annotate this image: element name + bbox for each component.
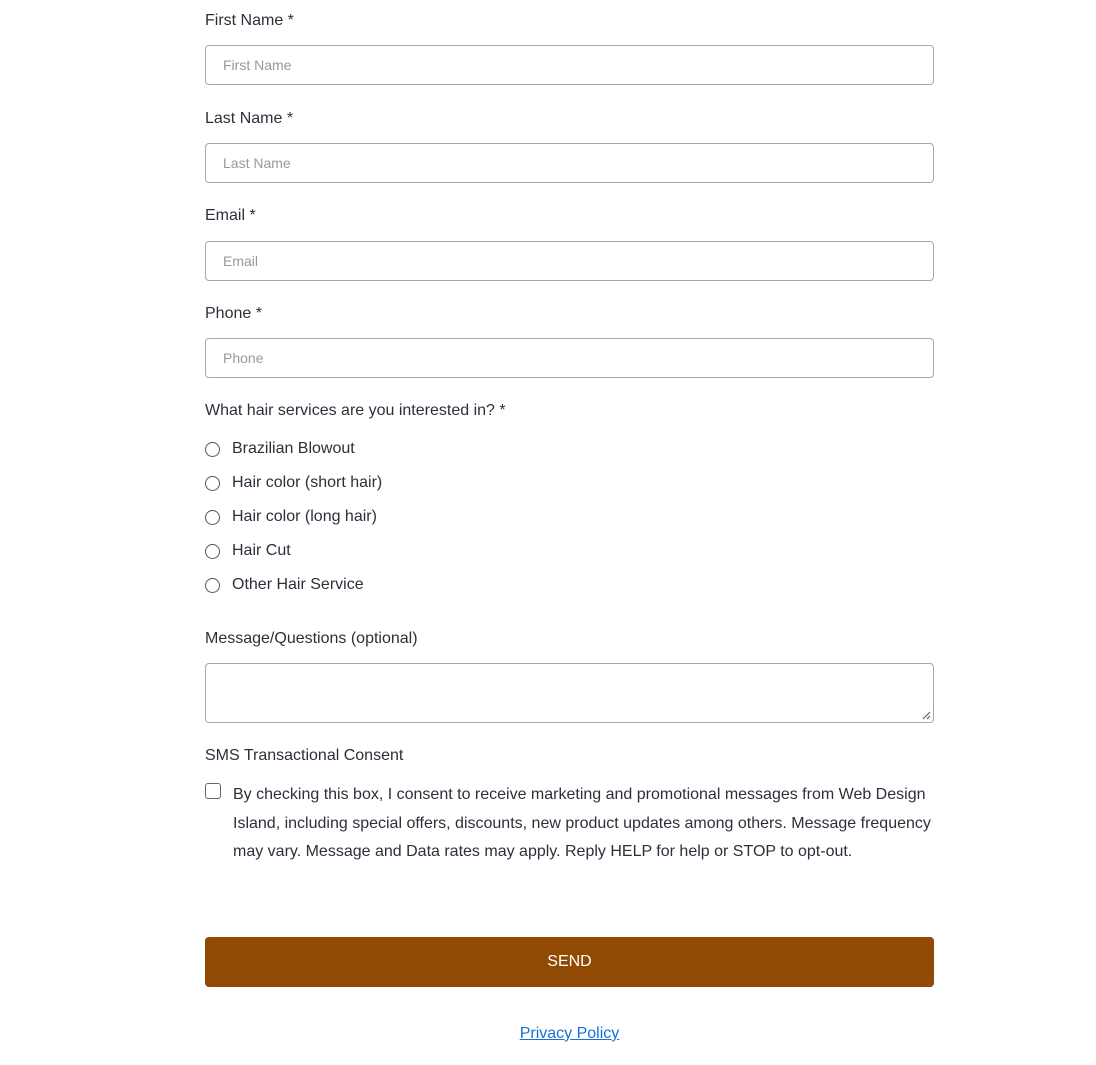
phone-label: Phone * [205,305,262,322]
radio-circle[interactable] [205,442,220,457]
phone-input[interactable]: Phone [205,338,934,378]
email-input[interactable]: Email [205,241,934,281]
sms-consent-text: By checking this box, I consent to receive marketing and promotional messages from Web Design Island, including special offers, discounts, new product updates among others. Message frequency may vary. Message and Data rates may apply. Reply HELP for help or STOP to opt-out. [233,786,931,860]
message-label: Message/Questions (optional) [205,630,418,647]
email-label: Email * [205,207,256,224]
radio-hair-cut[interactable]: Hair Cut [205,541,291,561]
services-label: What hair services are you interested in? * [205,402,506,419]
radio-circle[interactable] [205,578,220,593]
sms-consent-label: SMS Transactional Consent [205,747,404,764]
radio-hair-color-long[interactable]: Hair color (long hair) [205,507,377,527]
first-name-input[interactable]: First Name [205,45,934,85]
send-button[interactable]: SEND [205,937,934,987]
privacy-policy [205,1025,934,1043]
message-textarea[interactable] [205,663,934,723]
radio-brazilian-blowout[interactable]: Brazilian Blowout [205,439,355,459]
last-name-label: Last Name * [205,110,294,127]
sms-consent-checkbox[interactable] [205,783,221,799]
radio-circle[interactable] [205,544,220,559]
privacy-policy-link[interactable]: Privacy Policy [519,1025,620,1042]
last-name-input[interactable]: Last Name [205,143,934,183]
resize-grip-icon[interactable] [922,711,931,720]
radio-hair-color-short[interactable]: Hair color (short hair) [205,473,382,493]
radio-circle[interactable] [205,476,220,491]
first-name-label: First Name * [205,12,294,29]
radio-circle[interactable] [205,510,220,525]
radio-other-hair-service[interactable]: Other Hair Service [205,575,364,595]
